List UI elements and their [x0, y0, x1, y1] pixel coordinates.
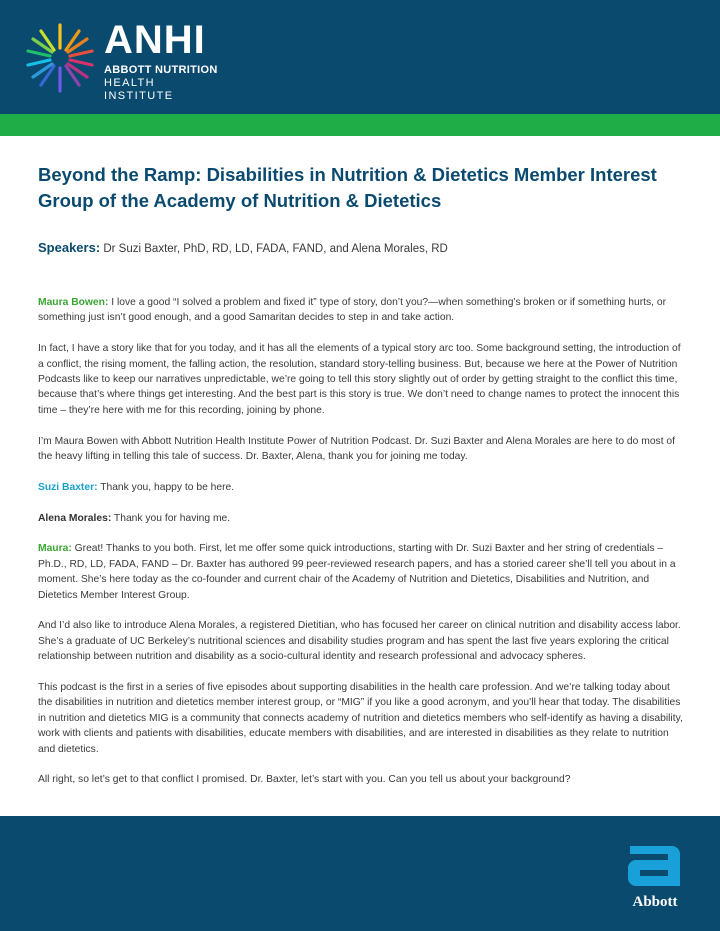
green-accent-bar — [0, 114, 720, 136]
transcript-paragraph — [38, 434, 684, 465]
paragraph-text: I’m Maura Bowen with Abbott Nutrition Health Institute Power of Nutrition Podcast. Dr. Suzi Baxter and Alena Morales are here to do most of the heavy lifting in telling this tale of success. Dr. Baxter, Alena, thank you for joining me today. — [38, 435, 676, 463]
logo-text — [104, 20, 224, 103]
speaker-name: Maura Bowen: — [38, 297, 109, 308]
page-header — [0, 0, 720, 114]
transcript-paragraph — [38, 511, 684, 526]
paragraph-text: I love a good “I solved a problem and fixed it” type of story, don’t you?—when something’s broken or if something hurts, or something just isn’t good enough, and a good Samaritan decides to step in and take action. — [38, 297, 667, 324]
transcript-paragraph — [38, 480, 684, 495]
paragraph-text: And I’d also like to introduce Alena Morales, a registered Dietitian, who has focused her career on clinical nutrition and disability access labor. She’s a graduate of UC Berkeley’s nutritional sciences and disability studies program and has spent the last five years exploring the critical relationship between nutrition and disability as a socio-cultural identity and research professional and advocacy spheres. — [38, 620, 681, 663]
document-title: Beyond the Ramp: Disabilities in Nutrition & Dietetics Member Interest Group of the Academy of Nutrition & Dietetics — [38, 164, 657, 211]
transcript-paragraph — [38, 618, 684, 664]
transcript-paragraph — [38, 295, 684, 326]
abbott-wordmark: Abbott — [632, 894, 678, 910]
speakers-label: Speakers: — [38, 240, 101, 255]
paragraph-text: This podcast is the first in a series of five episodes about supporting disabilities in the health care profession. And we’re talking today about the disabilities in nutrition and dietetics member interest group, or “MIG” if you like a good acronym, and you’ll hear that today. The disabilities in nutrition and dietetics MIG is a community that connects academy of nutrition and dietetics members who self-identify as having a disability, work with clients and patients with disabilities, educate members with disabilities, and are interested in disabilities as they relate to nutrition and dietetics. — [38, 682, 683, 755]
page-footer — [0, 816, 720, 931]
anhi-logo — [24, 18, 224, 102]
transcript-paragraph — [38, 680, 684, 757]
document-body — [38, 162, 684, 803]
transcript-paragraph — [38, 541, 684, 603]
transcript-paragraph — [38, 341, 684, 418]
paragraph-text: In fact, I have a story like that for you today, and it has all the elements of a typical story arc too. Some background setting, the introduction of a conflict, the rising moment, the falling action, the resolution, standard story-telling business. But, because we here at the Power of Nutrition Podcasts like to keep our narratives unpredictable, we’re going to tell this story slightly out of order by getting straight to the conflict this time, because that’s where things get interesting. And the best part is this story is true. We don’t need to change names to protect the innocent this time – they’re here with me for this recording, joining by phone. — [38, 343, 681, 416]
paragraph-text: Thank you for having me. — [111, 512, 231, 524]
abbott-logo — [620, 840, 690, 910]
logo-line-2: HEALTH INSTITUTE — [104, 77, 174, 102]
speakers-line — [38, 240, 684, 257]
transcript — [38, 295, 684, 788]
abbott-mark-icon — [620, 840, 690, 894]
speakers-value: Dr Suzi Baxter, PhD, RD, LD, FADA, FAND, and Alena Morales, RD — [100, 243, 448, 255]
paragraph-text: Great! Thanks to you both. First, let me offer some quick introductions, starting with Dr. Suzi Baxter and her string of credentials – Ph.D., RD, LD, FADA, FAND – Dr. Baxter has authored 99 peer-reviewed research papers, and has a storied career she’ll tell you about in a moment. She’s here today as the co-founder and current chair of the Academy of Nutrition and Dietetics, Disabilities and Nutrition, and Dietetics Member Interest Group. — [38, 543, 676, 601]
logo-line-1: ABBOTT NUTRITION — [104, 64, 218, 76]
starburst-icon — [24, 22, 96, 94]
paragraph-text: All right, so let’s get to that conflict I promised. Dr. Baxter, let’s start with you. Can you tell us about your background? — [38, 774, 571, 786]
speaker-name: Maura: — [38, 543, 72, 555]
transcript-paragraph — [38, 772, 684, 787]
speaker-name: Alena Morales: — [38, 512, 112, 524]
logo-name: ANHI — [104, 18, 206, 62]
paragraph-text: Thank you, happy to be here. — [97, 481, 235, 493]
speaker-name: Suzi Baxter: — [38, 481, 98, 493]
